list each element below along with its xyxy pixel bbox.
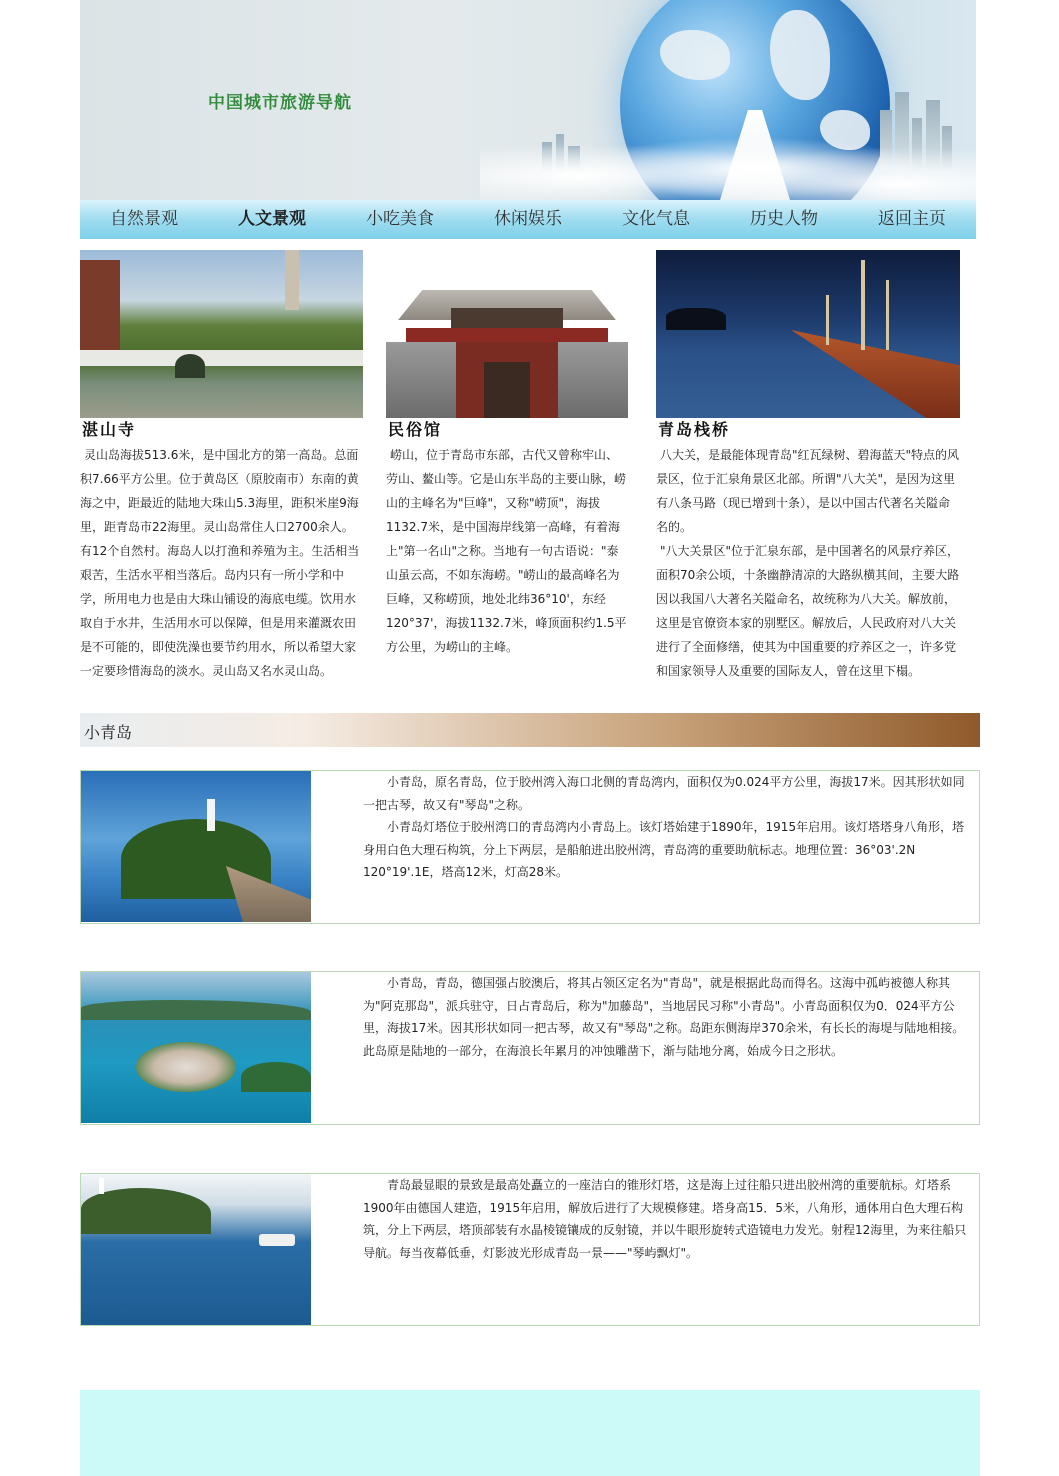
- attraction-title: 青岛栈桥: [658, 420, 731, 439]
- nav-item-leisure[interactable]: 休闲娱乐: [494, 209, 562, 229]
- island-lighthouse-photo: [81, 771, 311, 922]
- pier-night-photo: [656, 250, 960, 418]
- attraction-column: [386, 250, 628, 659]
- attraction-column: [656, 250, 960, 683]
- attraction-description: 灵山岛海拔513.6米，是中国北方的第一高岛。总面积7.66平方公里。位于黄岛区（原胶南市）东南的黄海之中，距最近的陆地大珠山5.3海里，距积米崖9海里，距青岛市22海里。灵山岛常住人口2700余人。有12个自然村。海岛人以打渔和养殖为主。生活相当艰苦，生活水平相当落后。岛内只有一所小学和中学，所用电力也是由大珠山铺设的海底电缆。饮用水取自于水井，生活用水可以保障，但是用来灌溉农田是不可能的，即使洗澡也要节约用水，所以希望大家一定要珍惜海岛的淡水。灵山岛又名水灵山岛。: [80, 448, 360, 678]
- card-paragraph: 小青岛，原名青岛，位于胶州湾入海口北侧的青岛湾内，面积仅为0.024平方公里，海拔17米。因其形状如同一把古琴，故又有"琴岛"之称。: [363, 775, 965, 812]
- section-header-bar: [80, 713, 980, 747]
- island-boat-photo: [81, 1174, 311, 1325]
- card-paragraph: 青岛最显眼的景致是最高处矗立的一座洁白的锥形灯塔，这是海上过往船只进出胶州湾的重要航标。灯塔系1900年由德国人建造，1915年启用，解放后进行了大规模修建。塔身高15．5米，八角形，通体用白色大理石构筑，分上下两层，塔顶部装有水晶棱镜镶成的反射镜，并以牛眼形旋转式造镜电力发光。射程12海里，为来往船只导航。每当夜幕低垂，灯影波光形成青岛一景——"琴屿飘灯"。: [363, 1178, 967, 1260]
- card-text: [363, 1174, 975, 1264]
- card-text: [363, 972, 975, 1062]
- info-card: [80, 1173, 980, 1326]
- section-title: 小青岛: [84, 723, 133, 742]
- aerial-island-photo: [81, 972, 311, 1123]
- clouds-illustration: [480, 120, 976, 200]
- main-nav: [80, 200, 976, 239]
- nav-item-culture-atmosphere[interactable]: 文化气息: [622, 209, 690, 229]
- folk-museum-gate-photo: [386, 250, 628, 418]
- attraction-description: 崂山，位于青岛市东部，古代又曾称牢山、劳山、鳌山等。它是山东半岛的主要山脉，崂山的主峰名为"巨峰"，又称"崂顶"，海拔1132.7米，是中国海岸线第一高峰，有着海上"第一名山"之称。当地有一句古语说："泰山虽云高，不如东海崂。"崂山的最高峰名为巨峰，又称崂顶，地处北纬36°10'，东经120°37'，海拔1132.7米，峰顶面积约1.5平方公里，为崂山的主峰。: [386, 448, 627, 654]
- info-card: [80, 770, 980, 924]
- attraction-title: 民俗馆: [388, 420, 443, 439]
- attraction-description: "八大关景区"位于汇泉东部，是中国著名的风景疗养区，面积70余公顷，十条幽静清凉的大路纵横其间，主要大路因以我国八大著名关隘命名，故统称为八大关。解放前，这里是官僚资本家的别墅区。解放后，人民政府对八大关进行了全面修缮，使其为中国重要的疗养区之一，许多党和国家领导人及重要的国际友人，曾在这里下榻。: [656, 544, 960, 678]
- header-banner: [80, 0, 976, 200]
- card-paragraph: 小青岛灯塔位于胶州湾口的青岛湾内小青岛上。该灯塔始建于1890年，1915年启用。该灯塔塔身八角形，塔身用白色大理石构筑，分上下两层，是船舶进出胶州湾，青岛湾的重要助航标志。地理位置：36°03'.2N 120°19'.1E，塔高12米，灯高28米。: [363, 820, 965, 879]
- attraction-description: 八大关，是最能体现青岛"红瓦绿树、碧海蓝天"特点的风景区，位于汇泉角景区北部。所谓"八大关"，是因为这里有八条马路（现已增到十条），是以中国古代著名关隘命名的。: [656, 448, 960, 534]
- nav-item-food[interactable]: 小吃美食: [366, 209, 434, 229]
- attraction-column: [80, 250, 363, 683]
- nav-item-natural[interactable]: 自然景观: [110, 209, 178, 229]
- info-card: [80, 971, 980, 1125]
- card-paragraph: 小青岛，青岛，德国强占胶澳后，将其占领区定名为"青岛"，就是根据此岛而得名。这海中孤屿被德人称其为"阿克那岛"，派兵驻守，日占青岛后，称为"加藤岛"，当地居民习称"小青岛"。小青岛面积仅为0．024平方公里，海拔17米。因其形状如同一把古琴，故又有"琴岛"之称。岛距东侧海岸370余米，有长长的海堤与陆地相接。此岛原是陆地的一部分，在海浪长年累月的冲蚀雕凿下，渐与陆地分离，始成今日之形状。: [363, 976, 965, 1058]
- nav-item-home[interactable]: 返回主页: [878, 209, 946, 229]
- card-text: [363, 771, 975, 884]
- nav-item-culture[interactable]: 人文景观: [238, 209, 306, 229]
- attraction-title: 湛山寺: [82, 420, 137, 439]
- site-title: 中国城市旅游导航: [208, 93, 352, 113]
- nav-item-history[interactable]: 历史人物: [750, 209, 818, 229]
- footer: [80, 1390, 980, 1476]
- temple-lake-photo: [80, 250, 363, 418]
